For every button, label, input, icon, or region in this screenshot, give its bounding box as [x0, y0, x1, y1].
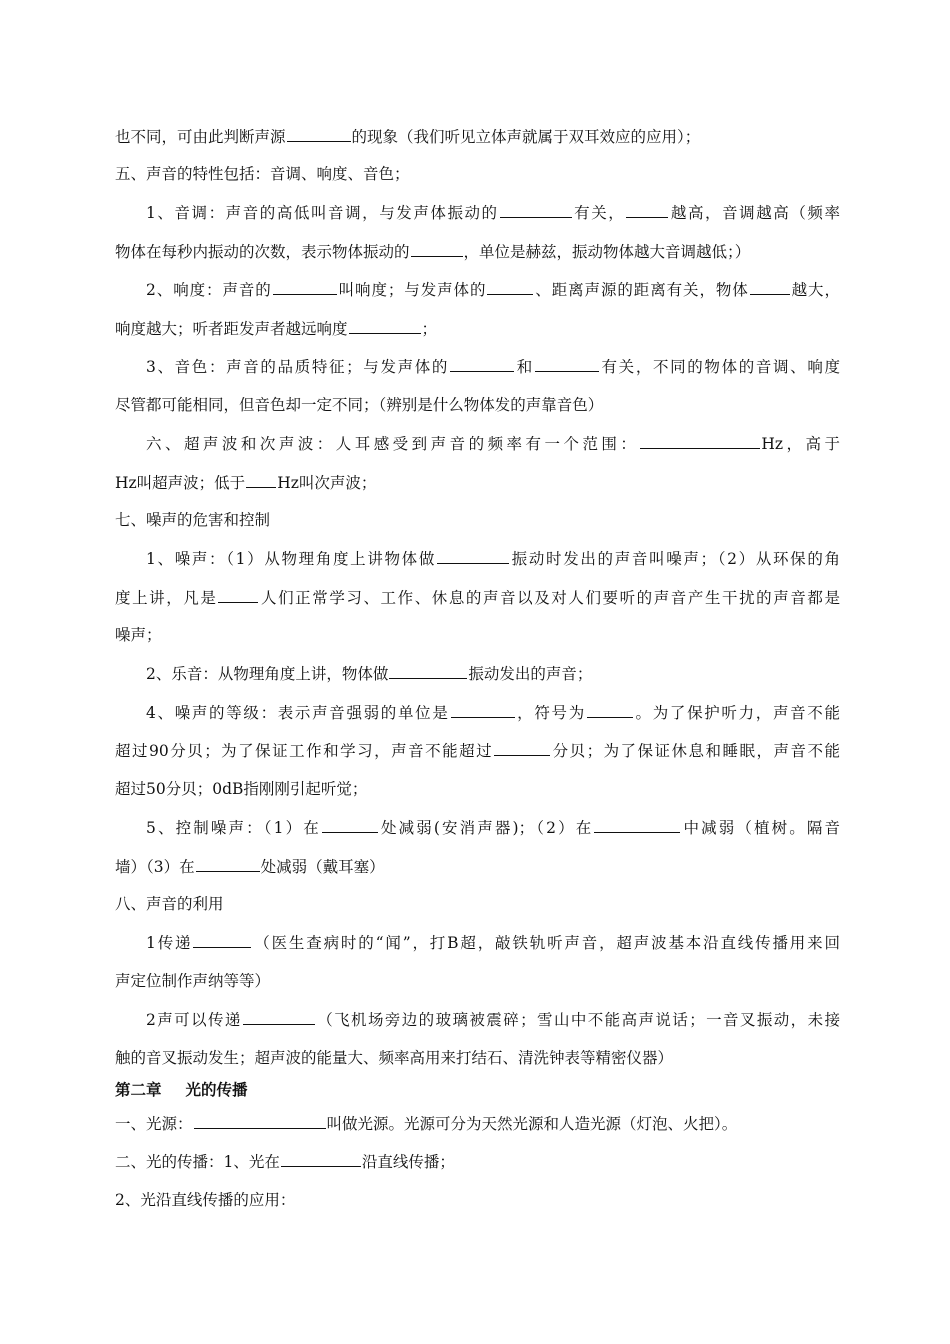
- fill-blank[interactable]: [750, 279, 790, 295]
- fill-blank[interactable]: [322, 817, 378, 833]
- fill-blank[interactable]: [389, 663, 467, 679]
- text-line: 噪声；: [115, 626, 162, 644]
- text-line: 度上讲，凡是 人们正常学习、工作、休息的声音以及对人们要听的声音产生干扰的声音都是: [115, 589, 840, 607]
- fill-blank[interactable]: [487, 279, 533, 295]
- fill-blank[interactable]: [450, 356, 514, 372]
- fill-blank[interactable]: [193, 932, 251, 948]
- text-line: 二、光的传播：1、光在 沿直线传播；: [115, 1153, 455, 1171]
- chapter-heading: 第二章 光的传播: [115, 1081, 248, 1099]
- text-line: 响度越大；听者距发声者越远响度 ；: [115, 320, 438, 338]
- fill-blank[interactable]: [243, 1009, 315, 1025]
- fill-blank[interactable]: [626, 202, 668, 218]
- fill-blank[interactable]: [246, 472, 276, 488]
- fill-blank[interactable]: [535, 356, 599, 372]
- section-heading: 七、噪声的危害和控制: [115, 511, 271, 529]
- section-heading: 六、超声波和次声波：人耳感受到声音的频率有一个范围： Hz，高于: [146, 435, 840, 453]
- fill-blank[interactable]: [273, 279, 337, 295]
- fill-blank[interactable]: [349, 318, 421, 334]
- text-line: 超过90分贝；为了保证工作和学习，声音不能超过 分贝；为了保证休息和睡眠，声音不能: [115, 742, 840, 760]
- text-line: 1、噪声：（1）从物理角度上讲物体做 振动时发出的声音叫噪声；（2）从环保的角: [146, 550, 840, 568]
- fill-blank[interactable]: [287, 126, 351, 142]
- section-heading: 五、声音的特性包括：音调、响度、音色；: [115, 165, 410, 183]
- fill-blank[interactable]: [194, 1113, 326, 1129]
- text-line: 也不同，可由此判断声源 的现象（我们听见立体声就属于双耳效应的应用）；: [115, 128, 701, 146]
- text-line: 2声可以传递 （飞机场旁边的玻璃被震碎；雪山中不能高声说话；一音叉振动，未接: [146, 1011, 840, 1029]
- text-line: 物体在每秒内振动的次数，表示物体振动的 ，单位是赫兹，振动物体越大音调越低；）: [115, 243, 751, 261]
- text-line: 一、光源： 叫做光源。光源可分为天然光源和人造光源（灯泡、火把）。: [115, 1115, 738, 1133]
- text-line: 墙）（3）在 处减弱（戴耳塞）: [115, 858, 385, 876]
- text-line: 尽管都可能相同，但音色却一定不同；（辨别是什么物体发的声靠音色）: [115, 396, 604, 414]
- fill-blank[interactable]: [640, 433, 760, 449]
- fill-blank[interactable]: [281, 1151, 361, 1167]
- text-line: 超过50分贝；0dB指刚刚引起听觉；: [115, 780, 368, 798]
- text-line: 2、响度：声音的 叫响度；与发声体的 、距离声源的距离有关，物体 越大，: [146, 281, 840, 299]
- text-line: 触的音叉振动发生；超声波的能量大、频率高用来打结石、清洗钟表等精密仪器）: [115, 1049, 674, 1067]
- fill-blank[interactable]: [451, 702, 515, 718]
- fill-blank[interactable]: [594, 817, 680, 833]
- fill-blank[interactable]: [500, 202, 572, 218]
- fill-blank[interactable]: [437, 548, 509, 564]
- fill-blank[interactable]: [218, 587, 258, 603]
- fill-blank[interactable]: [196, 856, 260, 872]
- text-line: 1、音调：声音的高低叫音调，与发声体振动的 有关， 越高，音调越高（频率: [146, 204, 840, 222]
- fill-blank[interactable]: [494, 740, 550, 756]
- text-line: 声定位制作声纳等等）: [115, 972, 271, 990]
- text-line: 2、光沿直线传播的应用：: [115, 1191, 296, 1209]
- text-line: 1传递 （医生查病时的“闻”，打B超，敲铁轨听声音，超声波基本沿直线传播用来回: [146, 934, 840, 952]
- text-line: 3、音色：声音的品质特征；与发声体的 和 有关，不同的物体的音调、响度: [146, 358, 840, 376]
- text-line: 4、噪声的等级：表示声音强弱的单位是 ，符号为 。为了保护听力，声音不能: [146, 704, 840, 722]
- text-line: Hz叫超声波；低于 Hz叫次声波；: [115, 474, 377, 492]
- fill-blank[interactable]: [411, 241, 463, 257]
- text-line: 2、乐音：从物理角度上讲，物体做 振动发出的声音；: [146, 665, 593, 683]
- text-line: 5、控制噪声：（1）在 处减弱(安消声器)；（2）在 中减弱（植树。隔音: [146, 819, 840, 837]
- section-heading: 八、声音的利用: [115, 895, 224, 913]
- fill-blank[interactable]: [587, 702, 633, 718]
